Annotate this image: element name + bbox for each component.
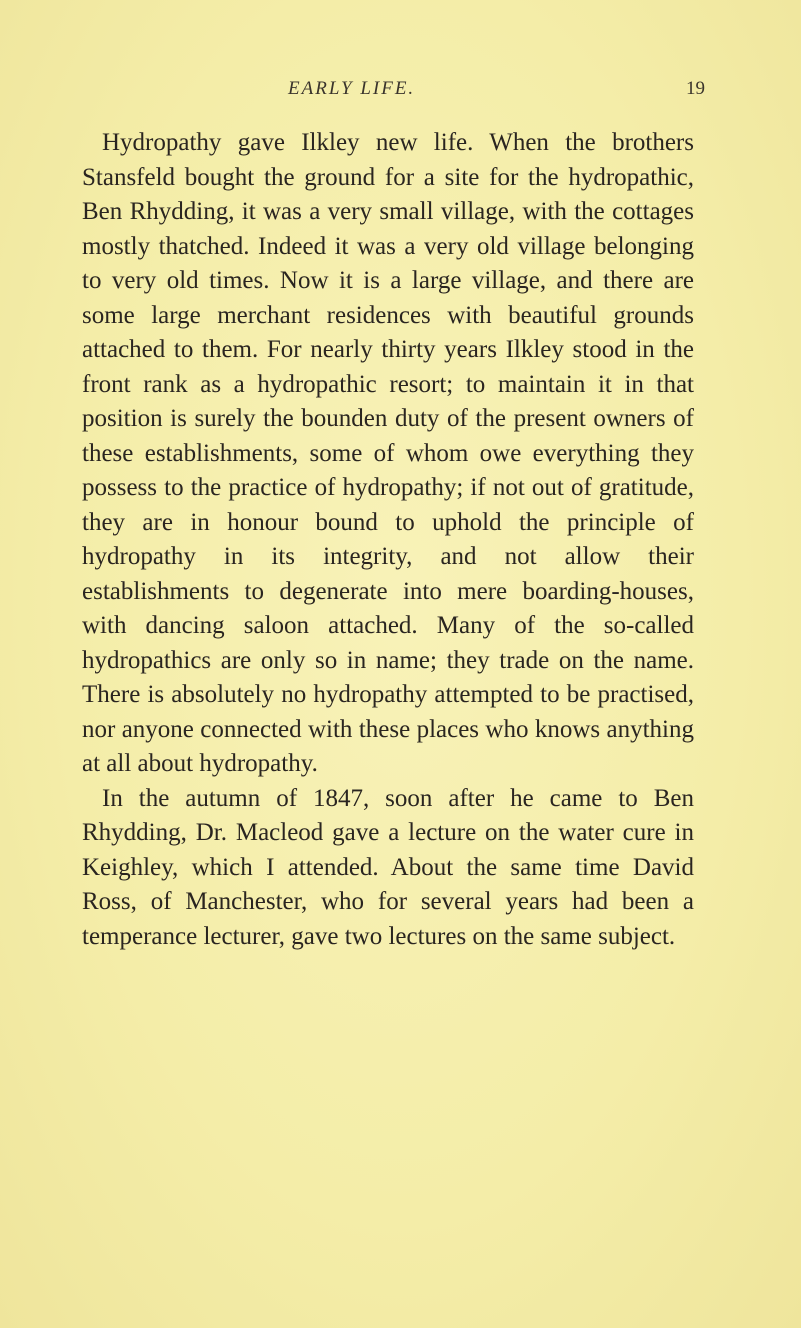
running-head xyxy=(0,78,801,104)
paragraph-hydropathy-ilkley: Hydropathy gave Ilkley new life. When the brothers Stansfeld bought the ground for a site for the hydropathic, Ben Rhydding, it was a very small village, with the cottages mostly thatched. Indeed it was a very old village belonging to very old times. Now it is a large village, and there are some large merchant residences with beautiful grounds attached to them. For nearly thirty years Ilkley stood in the front rank as a hydropathic resort; to maintain it in that position is surely the bounden duty of the present owners of these establishments, some of whom owe everything they possess to the practice of hydropathy; if not out of gratitude, they are in honour bound to uphold the principle of hydropathy in its integrity, and not allow their establishments to degenerate into mere boarding-houses, with dancing saloon attached. Many of the so-called hydropathics are only so in name; they trade on the name. There is absolutely no hydropathy attempted to be practised, nor anyone connected with these places who knows anything at all about hydropathy. xyxy=(82,129,694,777)
running-title: EARLY LIFE. xyxy=(288,78,416,99)
body-text xyxy=(82,126,694,954)
page-number: 19 xyxy=(686,78,705,99)
paragraph-autumn-1847: In the autumn of 1847, soon after he came to Ben Rhydding, Dr. Macleod gave a lecture on the water cure in Keighley, which I attended. About the same time David Ross, of Manchester, who for several years had been a temperance lecturer, gave two lectures on the same subject. xyxy=(82,784,694,950)
